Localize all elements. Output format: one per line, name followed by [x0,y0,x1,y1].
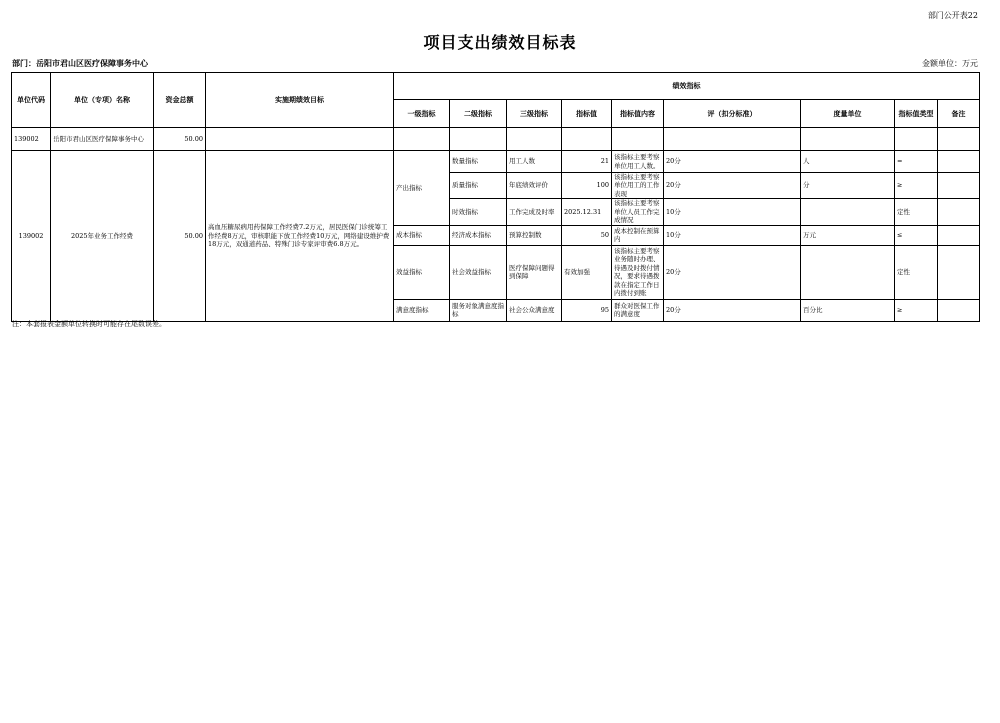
summary-amount: 50.00 [154,128,206,151]
performance-table [11,72,980,322]
type-cell: ≥ [895,299,938,321]
project-goal: 高血压糖尿病用药保障工作经费7.2万元，居民医保门诊统筹工作经费8万元，审核职能下放工作经费10万元，网络建设维护费18万元，双通道药品、特殊门诊专家评审费6.8万元。 [206,151,394,322]
department-label: 部门：岳阳市君山区医疗保障事务中心 [12,58,148,68]
remark-cell [938,245,980,299]
header-type: 指标值类型 [895,100,938,128]
level2-cell: 服务对象满意度指标 [450,299,507,321]
header-unit-code: 单位代码 [12,73,51,128]
level3-cell: 社会公众满意度 [507,299,562,321]
score-cell: 10分 [664,225,801,245]
header-remark: 备注 [938,100,980,128]
page-title: 项目支出绩效目标表 [423,33,577,52]
remark-cell [938,199,980,225]
remark-cell [938,173,980,199]
level3-cell: 年底绩效评价 [507,173,562,199]
level2-cell: 数量指标 [450,151,507,173]
remark-cell [938,225,980,245]
score-cell: 10分 [664,199,801,225]
project-code: 139002 [12,151,51,322]
value-cell: 2025.12.31 [562,199,612,225]
value-cell: 21 [562,151,612,173]
value-cell: 50 [562,225,612,245]
level3-cell: 用工人数 [507,151,562,173]
header-unit-name: 单位（专项）名称 [51,73,154,128]
content-cell: 该指标主要考察单位人员工作完成情况 [612,199,664,225]
score-cell: 20分 [664,173,801,199]
unit-cell [801,245,895,299]
level3-cell: 预算控制数 [507,225,562,245]
header-level1: 一级指标 [394,100,450,128]
header-score: 评（扣分标准） [664,100,801,128]
level2-cell: 经济成本指标 [450,225,507,245]
type-cell: = [895,151,938,173]
summary-name: 岳阳市君山区医疗保障事务中心 [51,128,154,151]
header-content: 指标值内容 [612,100,664,128]
value-cell: 95 [562,299,612,321]
unit-cell: 万元 [801,225,895,245]
value-cell: 100 [562,173,612,199]
level2-cell: 社会效益指标 [450,245,507,299]
summary-code: 139002 [12,128,51,151]
unit-cell [801,199,895,225]
project-amount: 50.00 [154,151,206,322]
project-name: 2025年业务工作经费 [51,151,154,322]
content-cell: 该指标主要考察业务随时办理、待遇及时拨付情况，要求待遇拨款在指定工作日内拨付到账 [612,245,664,299]
score-cell: 20分 [664,299,801,321]
level1-cell: 满意度指标 [394,299,450,321]
header-level2: 二级指标 [450,100,507,128]
content-cell: 群众对医保工作的满意度 [612,299,664,321]
unit-cell: 百分比 [801,299,895,321]
unit-cell: 分 [801,173,895,199]
level3-cell: 工作完成及时率 [507,199,562,225]
level3-cell: 医疗保障问题得到保障 [507,245,562,299]
page-corner-label: 部门公开表22 [927,11,978,20]
header-performance: 绩效指标 [394,73,980,100]
value-cell: 有效加强 [562,245,612,299]
remark-cell [938,299,980,321]
level1-cell: 成本指标 [394,225,450,245]
header-value: 指标值 [562,100,612,128]
level1-cell: 效益指标 [394,245,450,299]
content-cell: 该指标主要考察单位用工人数。 [612,151,664,173]
table-row [12,151,980,173]
type-cell: 定性 [895,245,938,299]
content-cell: 成本控制在预算内 [612,225,664,245]
summary-row [12,128,980,151]
remark-cell [938,151,980,173]
type-cell: 定性 [895,199,938,225]
header-measure-unit: 度量单位 [801,100,895,128]
unit-cell: 人 [801,151,895,173]
header-level3: 三级指标 [507,100,562,128]
content-cell: 该指标主要考察单位用工的工作表现 [612,173,664,199]
type-cell: ≤ [895,225,938,245]
amount-unit-label: 金额单位：万元 [922,59,978,68]
type-cell: ≥ [895,173,938,199]
level1-cell: 产出指标 [394,151,450,226]
score-cell: 20分 [664,245,801,299]
level2-cell: 质量指标 [450,173,507,199]
score-cell: 20分 [664,151,801,173]
header-goal: 实施期绩效目标 [206,73,394,128]
footnote: 注：本套报表金额单位转换时可能存在尾数误差。 [12,320,166,328]
level2-cell: 时效指标 [450,199,507,225]
header-total-funds: 资金总额 [154,73,206,128]
